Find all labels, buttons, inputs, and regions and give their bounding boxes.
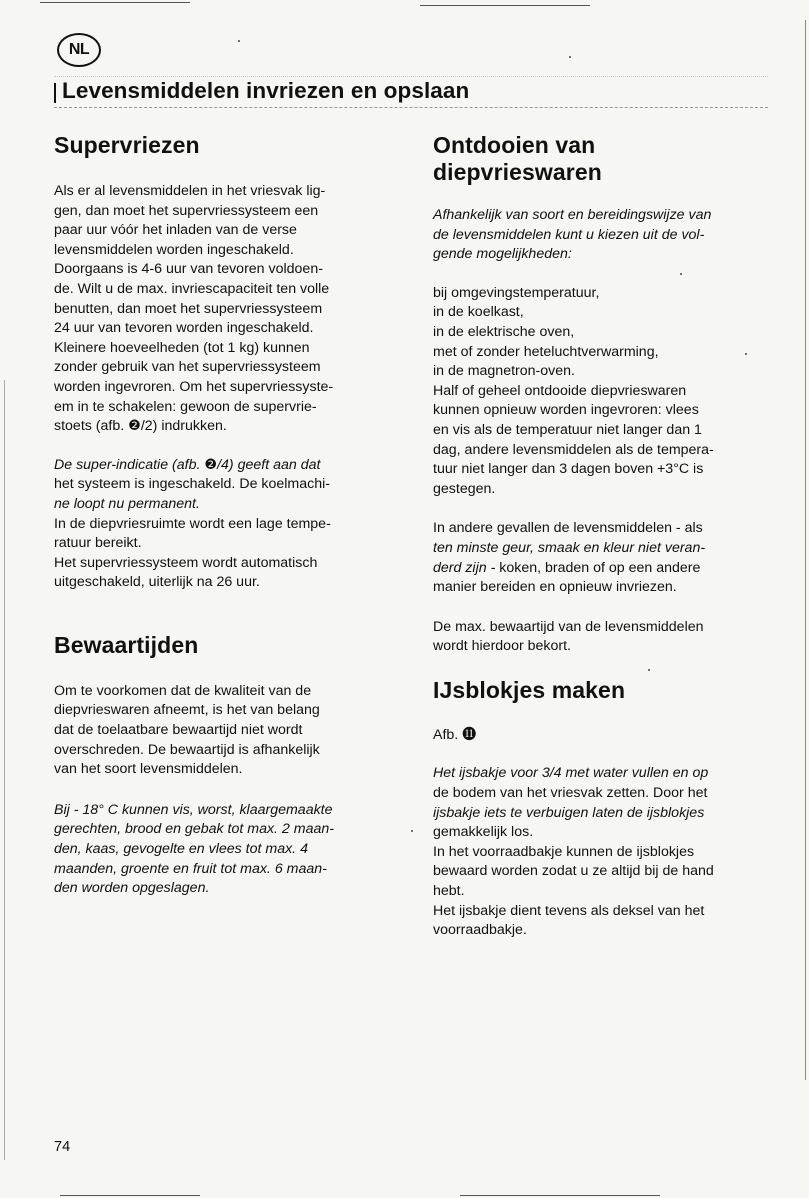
ontdooien-paragraph-3 xyxy=(433,519,768,597)
scan-edge-top-2 xyxy=(420,5,590,6)
heading-ijsblokjes: IJsblokjes maken xyxy=(433,676,626,703)
scan-edge-bottom xyxy=(60,1195,200,1196)
ijsblokjes-text-4: gemakkelijk los. In het voorraadbakje kunnen de ijsblokjes bewaard worden zodat u ze altijd bij de hand hebt. Het ijsbakje dient tevens als deksel van het voorraadbakje. xyxy=(433,824,714,939)
super-indicatie-text-3: ne loopt nu permanent. xyxy=(54,495,200,512)
scan-edge-right xyxy=(805,20,806,1080)
heading-bewaartijden: Bewaartijden xyxy=(54,631,199,658)
page-title-text: Levensmiddelen invriezen en opslaan xyxy=(62,78,470,103)
ijsblokjes-paragraph xyxy=(433,764,768,940)
scan-speck xyxy=(569,56,571,58)
super-indicatie-text-4: In de diepvriesruimte wordt een lage tempe- ratuur bereikt. Het supervriessysteem wordt automatisch uitgeschakeld, uiterlijk na 26 uur. xyxy=(54,515,331,591)
page-number: 74 xyxy=(54,1139,71,1155)
ijsblokjes-figure-ref: Afb. ⓫ xyxy=(433,726,477,743)
super-indicatie-text: De super-indicatie (afb. ❷/4) geeft aan dat xyxy=(54,456,321,473)
language-badge: NL xyxy=(57,33,101,67)
super-indicatie-text-2: het systeem is ingeschakeld. De koelmachi- xyxy=(54,476,330,493)
ontdooien-paragraph-2: bij omgevingstemperatuur, in de koelkast, in de elektrische oven, met of zonder heteluchtverwarming, in de magnetron-oven. Half of geheel ontdooide diepvrieswaren kunnen opnieuw worden ingevroren: vlees en vis als de temperatuur niet langer dan 1 dag, andere levensmiddelen als de tempera- tuur niet langer dan 3 dagen boven +3°C is gestegen. xyxy=(433,284,714,497)
ontdooien-paragraph-4: De max. bewaartijd van de levensmiddelen wordt hierdoor bekort. xyxy=(433,618,704,655)
page-title xyxy=(54,76,768,108)
scan-edge-left xyxy=(4,380,5,1160)
bewaartijden-paragraph-1: Om te voorkomen dat de kwaliteit van de diepvrieswaren afneemt, is het van belang dat de toelaatbare bewaartijd niet wordt overschreden. De bewaartijd is afhankelijk van het soort levensmiddelen. xyxy=(54,682,320,778)
ontdooien-p3-c: koken, braden of op een andere manier bereiden en opnieuw invriezen. xyxy=(433,559,701,596)
left-column xyxy=(54,132,389,899)
supervriezen-paragraph-1: Als er al levensmiddelen in het vriesvak lig- gen, dan moet het supervriessysteem een paar uur vóór het inladen van de verse levensmiddelen worden ingeschakeld. Doorgaans is 4-6 uur van tevoren voldoen- de. Wilt u de max. invriescapaciteit ten volle benutten, dan moet het supervriessysteem 24 uur van tevoren worden ingeschakeld. Kleinere hoeveelheden (tot 1 kg) kunnen zonder gebruik van het supervriessysteem worden ingevroren. Om het supervriessyste- em in te schakelen: gewoon de supervrie- stoets (afb. ❷/2) indrukken. xyxy=(54,183,334,435)
title-bar-mark xyxy=(54,83,56,103)
scan-edge-bottom-2 xyxy=(460,1195,660,1196)
heading-ontdooien: Ontdooien van diepvrieswaren xyxy=(433,132,602,185)
ontdooien-paragraph-1: Afhankelijk van soort en bereidingswijze van de levensmiddelen kunt u kiezen uit de vol- gende mogelijkheden: xyxy=(433,207,712,263)
ijsblokjes-text-1: Het ijsbakje voor 3/4 met water vullen en op xyxy=(433,765,709,782)
bewaartijden-paragraph-2: Bij - 18° C kunnen vis, worst, klaargemaakte gerechten, brood en gebak tot max. 2 maan- den, kaas, gevogelte en vlees tot max. 4 maanden, groente en fruit tot max. 6 maan- den worden opgeslagen. xyxy=(54,801,334,897)
heading-supervriezen: Supervriezen xyxy=(54,132,200,158)
scan-speck xyxy=(238,40,240,42)
supervriezen-paragraph-2 xyxy=(54,456,389,593)
scan-speck xyxy=(411,830,413,832)
scan-edge-top xyxy=(40,2,190,3)
ontdooien-p3-b: ten minste geur, smaak en kleur niet veran- derd zijn - xyxy=(433,539,706,576)
right-column xyxy=(433,132,768,941)
ijsblokjes-text-3: ijsbakje iets te verbuigen laten de ijsblokjes xyxy=(433,804,705,821)
ijsblokjes-text-2: de bodem van het vriesvak zetten. Door het xyxy=(433,785,708,802)
ontdooien-p3-a: In andere gevallen de levensmiddelen - als xyxy=(433,520,703,537)
